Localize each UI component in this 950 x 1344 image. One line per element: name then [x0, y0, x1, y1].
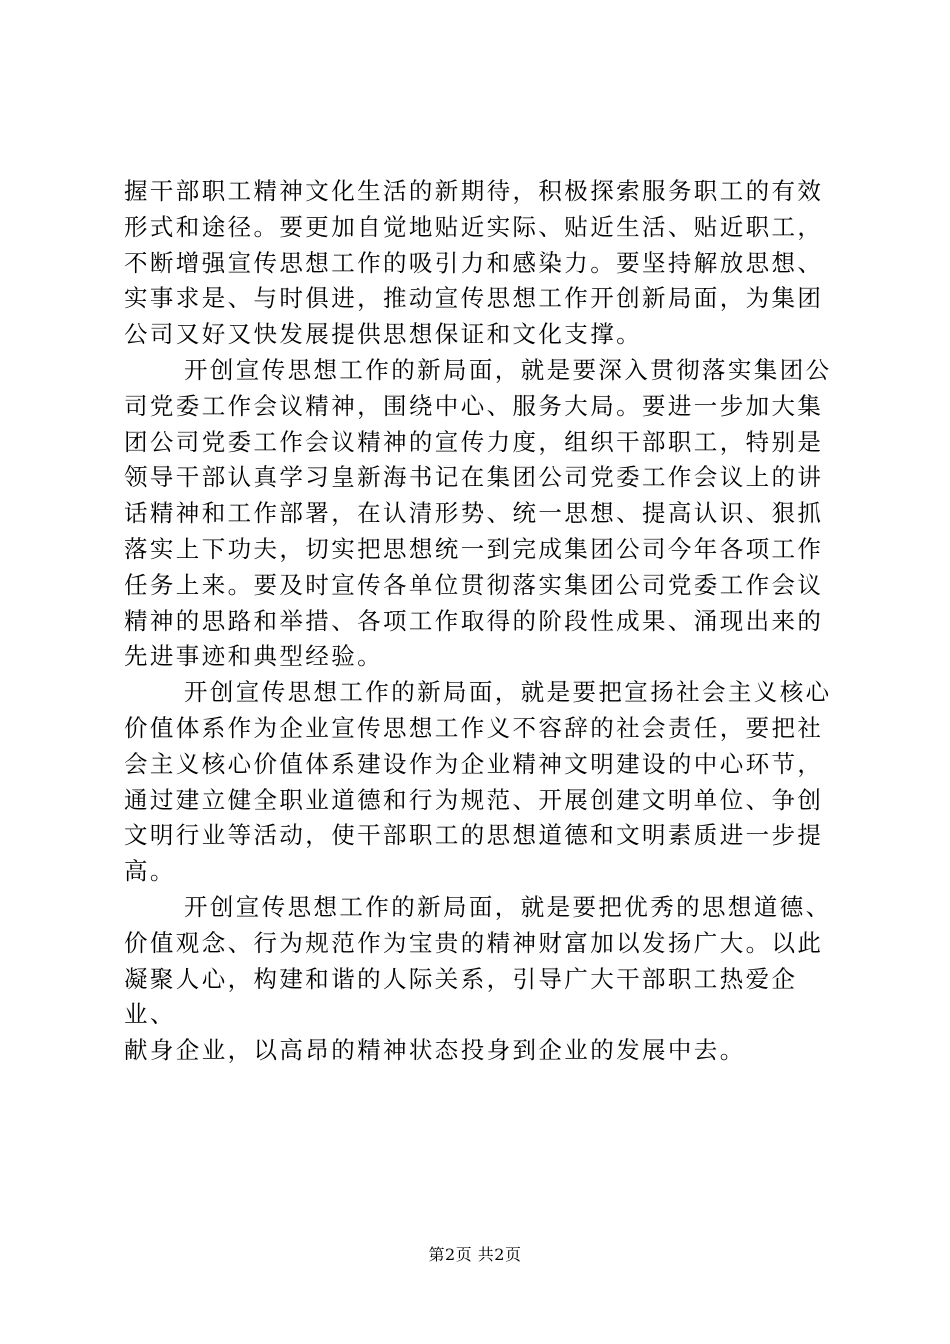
paragraph-3: 开创宣传思想工作的新局面，就是要把宣扬社会主义核心 价值体系作为企业宣传思想工作义不容辞的社会责任，要把社 会主义核心价值体系建设作为企业精神文明建设的中心环节， 通过建立健全职业道德和行为规范、开展创建文明单位、争创 文明行业等活动，使干部职工的思想道德和文明素质进一步提 高。: [124, 678, 832, 886]
document-body: [124, 174, 838, 1069]
paragraph-2: 开创宣传思想工作的新局面，就是要深入贯彻落实集团公 司党委工作会议精神，围绕中心、服务大局。要进一步加大集 团公司党委工作会议精神的宣传力度，组织干部职工，特别是 领导干部认真学习皇新海书记在集团公司党委工作会议上的讲 话精神和工作部署，在认清形势、统一思想、提高认识、狠抓 落实上下功夫，切实把思想统一到完成集团公司今年各项工作 任务上来。要及时宣传各单位贯彻落实集团公司党委工作会议 精神的思路和举措、各项工作取得的阶段性成果、涌现出来的 先进事迹和典型经验。: [124, 355, 832, 671]
paragraph-1: 握干部职工精神文化生活的新期待，积极探索服务职工的有效 形式和途径。要更加自觉地贴近实际、贴近生活、贴近职工， 不断增强宣传思想工作的吸引力和感染力。要坚持解放思想、 实事求是、与时俱进，推动宣传思想工作开创新局面，为集团 公司又好又快发展提供思想保证和文化支撑。: [124, 177, 824, 349]
page-number-footer: 第2页 共2页: [428, 1245, 522, 1264]
paragraph-4: 开创宣传思想工作的新局面，就是要把优秀的思想道德、 价值观念、行为规范作为宝贵的精神财富加以发扬广大。以此 凝聚人心，构建和谐的人际关系，引导广大干部职工热爱企业、 献身企业，以高昂的精神状态投身到企业的发展中去。: [124, 892, 832, 1065]
